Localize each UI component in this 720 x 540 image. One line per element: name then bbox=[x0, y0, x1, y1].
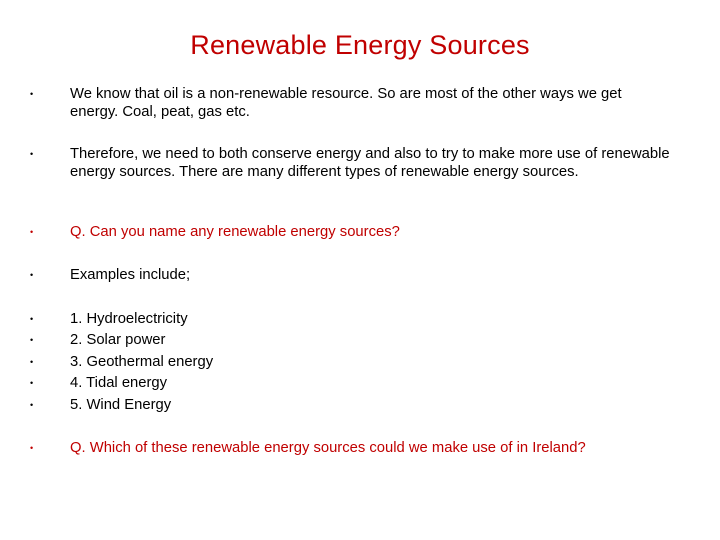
bullet-dot: • bbox=[30, 443, 34, 453]
bullet-dot: • bbox=[30, 149, 34, 159]
question-item bbox=[30, 440, 670, 458]
example-item bbox=[30, 332, 670, 350]
bullet-item bbox=[30, 86, 670, 121]
slide-title: Renewable Energy Sources bbox=[190, 30, 530, 60]
example-text: 4. Tidal energy bbox=[70, 375, 168, 391]
question-item bbox=[30, 224, 670, 242]
question-text: Q. Can you name any renewable energy sources? bbox=[70, 224, 400, 240]
bullet-dot: • bbox=[30, 378, 34, 388]
bullet-dot: • bbox=[30, 357, 34, 367]
example-item bbox=[30, 311, 670, 329]
question-text: Q. Which of these renewable energy sources could we make use of in Ireland? bbox=[70, 440, 586, 456]
example-text: 2. Solar power bbox=[70, 332, 166, 348]
example-text: 1. Hydroelectricity bbox=[70, 311, 188, 327]
bullet-dot: • bbox=[30, 270, 34, 280]
bullet-text: Examples include; bbox=[70, 267, 191, 283]
bullet-item bbox=[30, 267, 670, 285]
example-text: 5. Wind Energy bbox=[70, 397, 172, 413]
example-item bbox=[30, 397, 670, 415]
bullet-text: We know that oil is a non-renewable resource. So are most of the other ways we get energy. Coal, peat, gas etc. bbox=[70, 86, 622, 120]
example-text: 3. Geothermal energy bbox=[70, 354, 214, 370]
bullet-dot: • bbox=[30, 227, 34, 237]
bullet-text: Therefore, we need to both conserve energy and also to try to make more use of renewable energy sources. There are many different types of renewable energy sources. bbox=[70, 146, 670, 180]
example-item bbox=[30, 375, 670, 393]
bullet-dot: • bbox=[30, 314, 34, 324]
bullet-dot: • bbox=[30, 335, 34, 345]
bullet-dot: • bbox=[30, 400, 34, 410]
bullet-dot: • bbox=[30, 89, 34, 99]
example-item bbox=[30, 354, 670, 372]
bullet-item bbox=[30, 146, 670, 181]
